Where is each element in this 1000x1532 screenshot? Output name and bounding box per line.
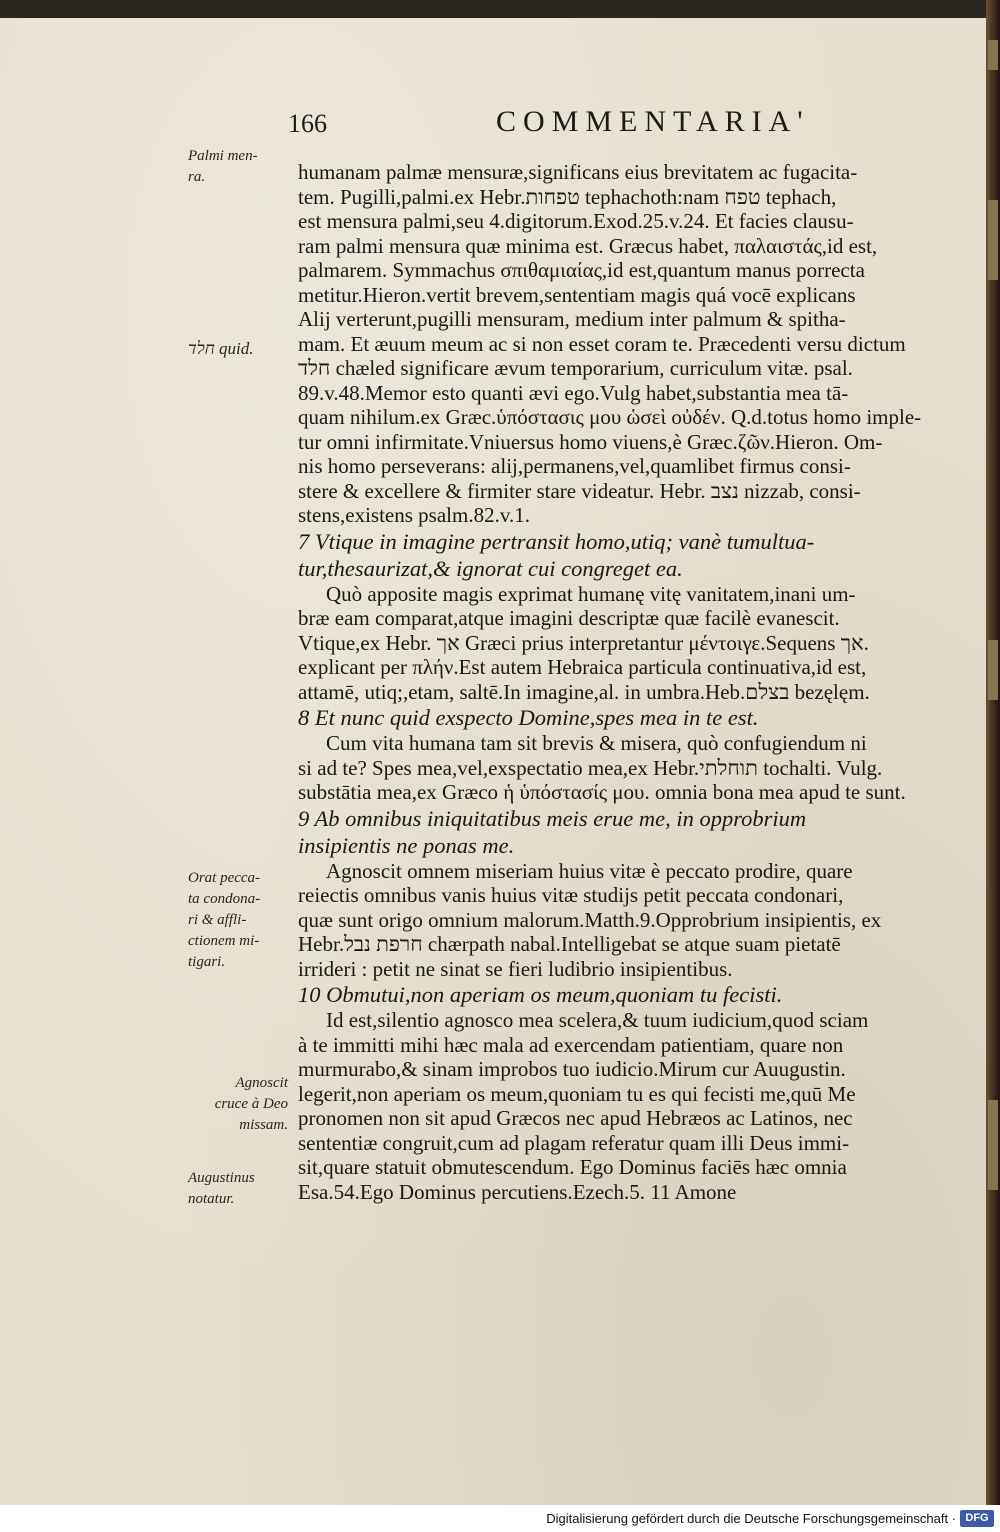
verse-line: 7 Vtique in imagine pertransit homo,utiq; vanè tumultua- bbox=[298, 528, 815, 554]
margin-note-augustinus: Augustinus notatur. bbox=[188, 1170, 255, 1207]
text-line: Cum vita humana tam sit brevis & misera, quò confugiendum ni bbox=[326, 731, 867, 755]
text-line: reiectis omnibus vanis huius vitæ studijs petit peccata condonari, bbox=[298, 883, 844, 907]
text-line: quæ sunt origo omnium malorum.Matth.9.Opprobrium insipientis, ex bbox=[298, 907, 882, 932]
text-line: nis homo perseverans: alij,permanens,vel,quamlibet firmus consi- bbox=[298, 454, 851, 478]
page-number: 166 bbox=[288, 109, 327, 138]
text-line: substātia mea,ex Græco ἡ ὑπόστασίς μου. omnia bona mea apud te sunt. bbox=[298, 780, 906, 804]
running-title: COMMENTARIA' bbox=[496, 105, 810, 138]
verse-line: insipientis ne ponas me. bbox=[298, 832, 515, 858]
digitization-credit: Digitalisierung gefördert durch die Deutsche Forschungsgemeinschaft · bbox=[546, 1511, 956, 1526]
text-line: stens,existens psalm.82.v.1. bbox=[298, 503, 530, 527]
text-line: Id est,silentio agnosco mea scelera,& tuum iudicium,quod sciam bbox=[326, 1008, 869, 1032]
text-line: explicant per πλήν.Est autem Hebraica particula continuativa,id est, bbox=[298, 655, 867, 679]
text-line: si ad te? Spes mea,vel,exspectatio mea,ex Hebr.תוחלתי tochalti. Vulg. bbox=[298, 755, 883, 780]
scan-right-edge bbox=[986, 0, 1000, 1505]
text-line: bræ eam comparat,atque imagini descriptæ quæ facilè evanescit. bbox=[298, 606, 840, 630]
text-line: Quò apposite magis exprimat humanę vitę vanitatem,inani um- bbox=[326, 581, 856, 606]
text-line: ram palmi mensura quæ minima est. Græcus habet, παλαιστάς,id est, bbox=[298, 233, 878, 258]
text-line: sit,quare statuit obmutescendum. Ego Dominus faciēs hæc omnia bbox=[298, 1155, 847, 1179]
running-head bbox=[288, 103, 988, 147]
text-line: legerit,non aperiam os meum,quoniam tu es qui fecisti me,quū Me bbox=[298, 1081, 856, 1106]
main-text-block bbox=[298, 160, 988, 1204]
text-line: est mensura palmi,seu 4.digitorum.Exod.25.v.24. Et facies clausu- bbox=[298, 209, 854, 233]
dfg-logo: DFG bbox=[960, 1510, 994, 1527]
text-line: Hebr.חרפת נבל chærpath nabal.Intelligebat se atque suam pietatē bbox=[298, 932, 841, 956]
text-line: attamē, utiq;,etam, saltē.In imagine,al. in umbra.Heb.בצלם bezęlęm. bbox=[298, 679, 870, 704]
text-line: murmurabo,& sinam improbos tuo iudicio.Mirum cur Auugustin. bbox=[298, 1057, 846, 1081]
text-line: palmarem. Symmachus σπιθαμιαίας,id est,quantum manus porrecta bbox=[298, 258, 865, 282]
spine-mark bbox=[988, 640, 998, 700]
text-line: stere & excellere & firmiter stare videatur. Hebr. נצב nizzab, consi- bbox=[298, 478, 861, 503]
digitization-footer bbox=[0, 1505, 1000, 1532]
text-line: 89.v.48.Memor esto quanti ævi ego.Vulg habet,substantia mea tā- bbox=[298, 380, 849, 405]
verse-line: 8 Et nunc quid exspecto Domine,spes mea in te est. bbox=[298, 705, 759, 730]
text-line: humanam palmæ mensuræ,significans eius brevitatem ac fugacita- bbox=[298, 160, 858, 184]
verse-line: 9 Ab omnibus iniquitatibus meis erue me, in opprobrium bbox=[298, 805, 807, 831]
text-line: Vtique,ex Hebr. אך Græci prius interpretantur μέντοιγε.Sequens אך. bbox=[298, 630, 869, 655]
verse-line: 10 Obmutui,non aperiam os meum,quoniam tu fecisti. bbox=[298, 982, 783, 1007]
text-line: à te immitti mihi hæc mala ad exercendam patientiam, quare non bbox=[298, 1032, 844, 1057]
text-line: mam. Et æuum meum ac si non esset coram te. Præcedenti versu dictum bbox=[298, 331, 906, 356]
margin-note-cheled: חלד quid. bbox=[188, 339, 254, 358]
verse-line: tur,thesaurizat,& ignorat cui congreget ea. bbox=[298, 555, 683, 581]
text-line: Esa.54.Ego Dominus percutiens.Ezech.5. 11 Amone bbox=[298, 1179, 737, 1204]
margin-note-palmi: Palmi men- ra. bbox=[188, 148, 258, 185]
text-line: metitur.Hieron.vertit brevem,sententiam magis quá vocē explicans bbox=[298, 282, 856, 307]
text-line: pronomen non sit apud Græcos nec apud Hebræos ac Latinos, nec bbox=[298, 1106, 853, 1130]
text-line: tem. Pugilli,palmi.ex Hebr.טפחות tephachoth:nam טפח tephach, bbox=[298, 184, 837, 209]
margin-note-agnoscit: Agnoscit cruce à Deo missam. bbox=[214, 1075, 288, 1133]
text-line: irrideri : petit ne sinat se fieri ludibrio insipientibus. bbox=[298, 956, 733, 981]
margin-note-orat: Orat pecca- ta condona- ri & affli- ctionem mi- tigari. bbox=[188, 870, 261, 970]
book-page bbox=[0, 18, 990, 1505]
text-line: חלד chæled significare ævum temporarium, curriculum vitæ. psal. bbox=[298, 356, 853, 380]
text-line: sententiæ congruit,cum ad plagam referatur quam illi Deus immi- bbox=[298, 1130, 850, 1155]
spine-mark bbox=[988, 200, 998, 280]
text-line: Agnoscit omnem miseriam huius vitæ è peccato prodire, quare bbox=[326, 858, 853, 883]
text-line: Alij verterunt,pugilli mensuram, medium inter palmum & spitha- bbox=[298, 307, 846, 331]
text-line: tur omni infirmitate.Vniuersus homo viuens,è Græc.ζῶν.Hieron. Om- bbox=[298, 429, 883, 454]
spine-mark bbox=[988, 1100, 998, 1190]
scan-top-edge bbox=[0, 0, 1000, 20]
text-line: quam nihilum.ex Græc.ὑπόστασις μου ὡσεὶ οὐδέν. Q.d.totus homo imple- bbox=[298, 405, 922, 429]
spine-mark bbox=[988, 40, 998, 70]
